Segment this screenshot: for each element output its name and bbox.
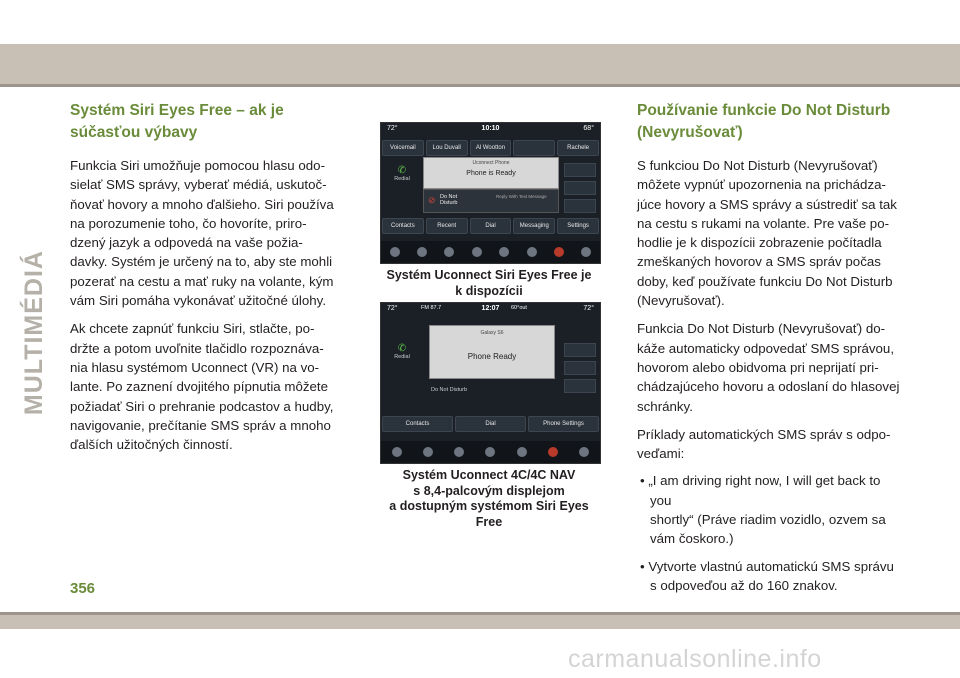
screen-side-button: [564, 163, 596, 177]
screen-temp-right: 72°: [583, 305, 594, 312]
caption-line: k dispozícii: [455, 283, 523, 298]
screen-side-button: [564, 343, 596, 357]
screen-temp-left: 72°: [387, 125, 398, 132]
left-heading-line: Systém Siri Eyes Free – ak je: [70, 102, 284, 119]
text-line: veďami:: [637, 446, 685, 462]
screen-tab: Contacts: [382, 218, 424, 234]
screen-tab: Dial: [455, 416, 526, 432]
text-line: navigovanie, prečítanie SMS správ a mnoho: [70, 417, 331, 433]
dock-icon: [517, 447, 527, 457]
text-line: hodlie je k dispozícii zobrazenie počítadla: [637, 235, 882, 251]
screen-dnd: [431, 387, 471, 393]
text-line: Funkcia Siri umožňuje pomocou hlasu odo-: [70, 158, 325, 173]
screen-phone-panel: [429, 325, 555, 379]
screen-side-button: [564, 379, 596, 393]
right-column: [637, 100, 903, 595]
section-side-label: MULTIMÉDIÁ: [20, 250, 48, 416]
dock-icon: [499, 247, 509, 257]
caption-line: a dostupným systémom Siri Eyes: [389, 499, 589, 513]
dock-icon: [485, 447, 495, 457]
screen-fav-button: Lou Duvall: [426, 140, 468, 156]
screen-status-bar: [381, 305, 600, 312]
screen-panel-title: Uconnect Phone: [472, 160, 510, 166]
caption-line: Systém Uconnect 4C/4C NAV: [402, 468, 576, 482]
caption-line: s 8,4-palcovým displejom: [413, 483, 565, 498]
dock-icon: [579, 447, 589, 457]
screen-dock: [381, 241, 600, 263]
figure-1-caption: [366, 268, 612, 299]
text-line: požiadať Siri o prehranie podcastov a hudby,: [70, 398, 334, 414]
left-column: [70, 100, 350, 454]
dock-icon: [454, 447, 464, 457]
screen-fav-button: Al Wootton: [470, 140, 512, 156]
screen-radio: FM 87.7: [421, 305, 442, 311]
dock-phone-icon: [554, 247, 564, 257]
phone-icon: ✆: [397, 165, 407, 176]
text-line: nia hlasu systémom Uconnect (VR) na vo-: [70, 359, 320, 375]
dock-icon: [392, 447, 402, 457]
text-line: na cestu s rukami na volante. Pre vaše po-: [637, 215, 890, 231]
screen-tab: Phone Settings: [528, 416, 599, 432]
caption-line: Free: [475, 514, 503, 529]
screen-tab: Recent: [426, 218, 468, 234]
dock-icon: [423, 447, 433, 457]
screen-panel-status: Phone is Ready: [466, 170, 516, 177]
header-rule: [0, 84, 960, 87]
dock-icon: [581, 247, 591, 257]
screen-redial: [387, 343, 417, 360]
right-heading-line: (Nevyrušovať): [637, 124, 743, 141]
screen-tab: Contacts: [382, 416, 453, 432]
top-margin: [0, 0, 960, 44]
text-line: zmeškaných hovorov a SMS správ počas: [637, 254, 881, 270]
text-line: dzený jazyk a odpovedá na vaše požia-: [70, 235, 303, 251]
figure-uconnect-4c-screen: [380, 302, 601, 464]
screen-redial: [387, 165, 417, 182]
left-paragraph-1: [70, 156, 350, 310]
text-line: • Vytvorte vlastnú automatickú SMS správu: [640, 558, 894, 574]
text-line: • „I am driving right now, I will get back to you: [640, 473, 881, 508]
text-line: Funkcia Do Not Disturb (Nevyrušovať) do-: [637, 321, 886, 337]
screen-redial-label: Redial: [394, 354, 410, 360]
text-line: držte a potom uvoľnite tlačidlo rozpoznáva-: [70, 340, 324, 356]
screen-side-button: [564, 361, 596, 375]
bullet-item: [637, 557, 903, 596]
dock-phone-icon: [548, 447, 558, 457]
text-line: môžete vypnúť upozornenia na prichádza-: [637, 177, 886, 193]
dock-icon: [444, 247, 454, 257]
right-heading: [637, 100, 903, 144]
right-heading-line: Používanie funkcie Do Not Disturb: [637, 102, 891, 119]
header-band: [0, 44, 960, 84]
bullet-item: [637, 471, 903, 548]
text-line: pozerať na cestu a mať ruky na volante, kým: [70, 273, 334, 289]
figure-uconnect-siri-screen: [380, 122, 601, 264]
screen-side-button: [564, 181, 596, 195]
screen-tab: Messaging: [513, 218, 555, 234]
right-paragraph-3: [637, 425, 903, 464]
screen-favorites-row: [381, 139, 600, 157]
watermark: carmanualsonline.info: [568, 645, 822, 673]
figure-2-caption: [366, 468, 612, 530]
screen-fav-button: [513, 140, 555, 156]
screen-tab: Dial: [470, 218, 512, 234]
screen-side-button: [564, 199, 596, 213]
screen-phone-panel: [423, 157, 559, 189]
screen-tab: Settings: [557, 218, 599, 234]
screen-dnd-panel: [423, 189, 559, 213]
screen-clock: 12:07: [481, 305, 500, 312]
text-line: hovorom alebo obidvoma pri neprijatí pri-: [637, 359, 879, 375]
dock-icon: [390, 247, 400, 257]
screen-panel-title: Galaxy S6: [480, 330, 504, 336]
screen-fav-button: Rachele: [557, 140, 599, 156]
caption-line: Systém Uconnect Siri Eyes Free je: [386, 268, 592, 282]
screen-reply-label: Reply With Text Message: [496, 194, 547, 199]
text-line: schránky.: [637, 398, 693, 414]
text-line: Príklady automatických SMS správ s odpo-: [637, 426, 891, 442]
screen-panel-status: Phone Ready: [467, 352, 517, 361]
screen-clock: 10:10: [481, 125, 500, 132]
dock-icon: [472, 247, 482, 257]
dock-icon: [417, 247, 427, 257]
screen-temp-right: 68°: [583, 125, 594, 132]
text-line: ďalších užitočných činností.: [70, 437, 233, 453]
left-heading-line: súčasťou výbavy: [70, 124, 198, 141]
text-line: s odpoveďou až do 160 znakov.: [650, 577, 838, 593]
screen-status-bar: [381, 125, 600, 132]
text-line: S funkciou Do Not Disturb (Nevyrušovať): [637, 158, 878, 173]
text-line: lante. Po zaznení dvojitého pípnutia môžete: [70, 379, 328, 395]
screen-redial-label: Redial: [394, 176, 410, 182]
screen-dnd-label: Do Not Disturb: [440, 194, 458, 206]
text-line: Ak chcete zapnúť funkciu Siri, stlačte, po-: [70, 321, 315, 337]
screen-dnd-label: Do Not Disturb: [431, 387, 468, 393]
text-line: ňovať hovory a mnoho ďalšieho. Siri používa: [70, 196, 334, 212]
screen-temp-left: 72°: [387, 305, 398, 312]
phone-icon: ✆: [397, 343, 407, 354]
text-line: shortly“ (Práve riadim vozidlo, ozvem sa: [650, 512, 886, 528]
page-number: 356: [70, 580, 96, 597]
dnd-icon: ⊘: [428, 195, 436, 205]
right-paragraph-1: [637, 156, 903, 310]
text-line: sielať SMS správy, vyberať médiá, uskutoč-: [70, 177, 327, 193]
text-line: davky. Systém je určený na to, aby ste mohli: [70, 254, 333, 270]
text-line: káže automaticky odpovedať SMS správou,: [637, 340, 895, 356]
screen-tabs-row: [381, 415, 600, 433]
dock-icon: [527, 247, 537, 257]
screen-tabs-row: [381, 217, 600, 235]
right-paragraph-2: [637, 319, 903, 415]
left-heading: [70, 100, 350, 144]
left-paragraph-2: [70, 319, 350, 454]
text-line: júce hovory a SMS správy a sústrediť sa tak: [637, 196, 897, 212]
text-line: (Nevyrušovať).: [637, 293, 725, 309]
text-line: doby, keď používate funkciu Do Not Disturb: [637, 273, 893, 289]
footer-band: [0, 615, 960, 629]
text-line: vám čoskoro.): [650, 531, 734, 547]
text-line: vám Siri pomáha vykonávať užitočné úlohy.: [70, 293, 327, 309]
text-line: na porozumenie toho, čo hovoríte, priro-: [70, 215, 307, 231]
text-line: chádzajúceho hovoru a odoslaní do hlasovej: [637, 379, 900, 395]
screen-fav-button: Voicemail: [382, 140, 424, 156]
screen-outside-temp: 60°out: [511, 305, 527, 311]
screen-dock: [381, 441, 600, 463]
